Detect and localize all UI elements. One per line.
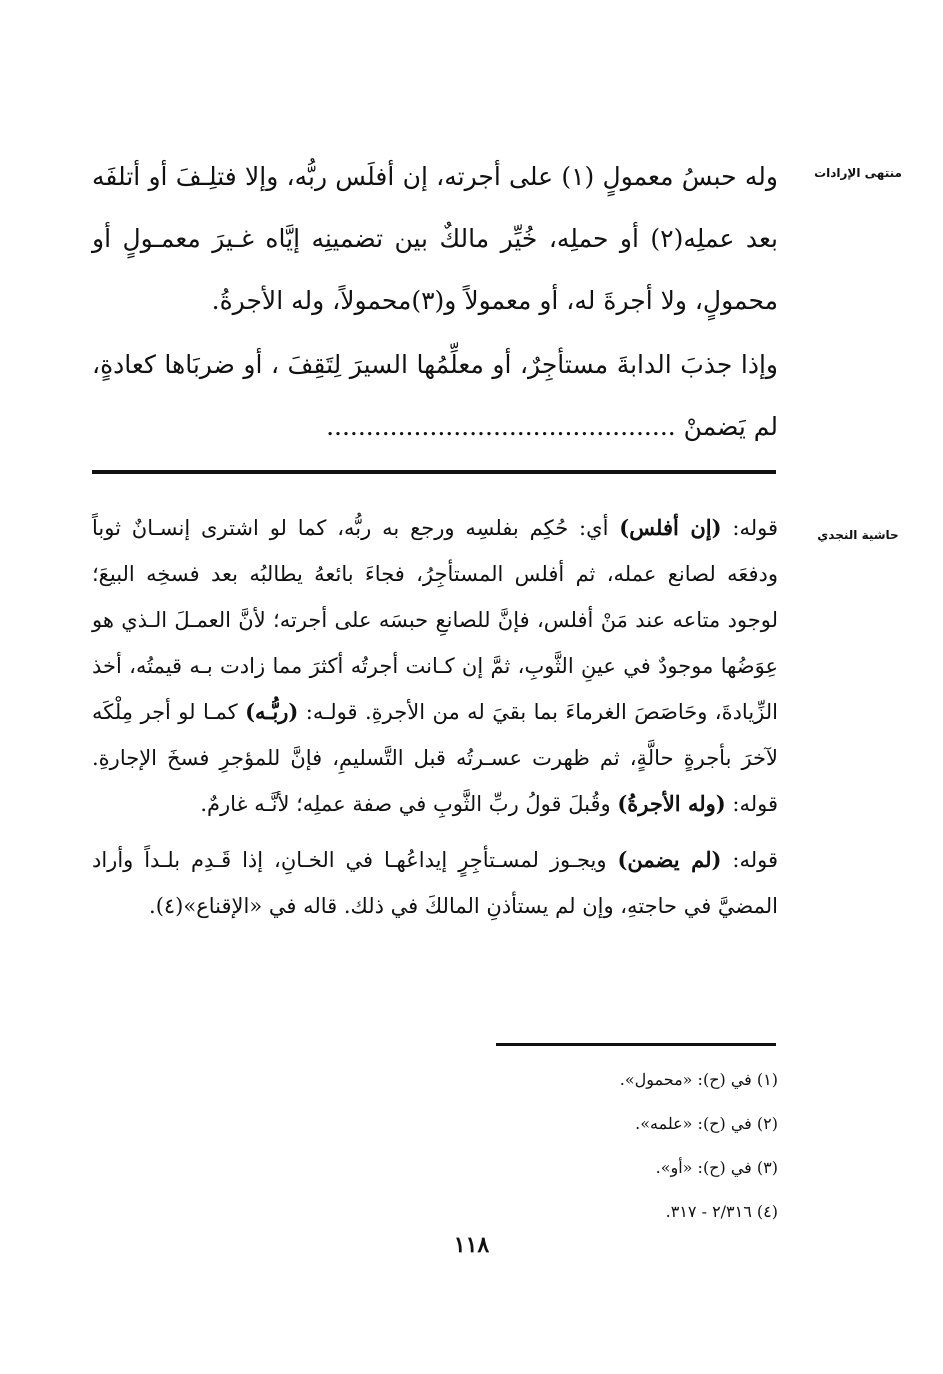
- main-text-label: منتهى الإرادات: [814, 166, 902, 180]
- page-number: ١١٨: [453, 1232, 490, 1258]
- quoted-phrase: (ربُّـه): [245, 699, 299, 724]
- footnote-divider: [496, 1043, 776, 1046]
- main-text: [92, 146, 778, 458]
- commentary-label: حاشية النجدي: [817, 528, 899, 542]
- main-text-paragraph-2: وإذا جذبَ الدابةَ مستأجِرٌ، أو معلِّمُها السيرَ لِتَقِفَ ، أو ضربَاها كعادةٍ، لم يَضمنْ ............................................: [92, 350, 778, 441]
- commentary-paragraph-1: قوله: (إن أفلس) أي: حُكِم بفلسِه ورجع به ربُّه، كما لو اشترى إنسـانٌ ثوباً ودفعَه لصانع عمله، ثم أفلس المستأجِرُ، فجاءَ بائعهُ يطالبُه بعد فسخِه البيعَ؛ لوجود متاعه عند مَنْ أفلس، فإنَّ للصانعِ حبسَه على أجرته؛ لأنَّ العمـلَ الـذي هو عِوَضُها موجودٌ في عينِ الثَّوبِ، ثمَّ إن كـانت أجرتُه أكثرَ مما زادت بـه قيمتُه، أخذ الزِّيادةَ، وحَاصَصَ الغرماءَ بما بقيَ له من الأجرةِ. قولـه: (ربُّـه) كمـا لو أجر مِلْكَه لآخرَ بأجرةٍ حالَّةٍ، ثم ظهرت عسـرتُه قبل التَّسليمِ، فإنَّ للمؤجرِ فسخَ الإجارةِ. قوله: (وله الأجرةُ) وقُبلَ قولُ ربِّ الثَّوبِ في صفة عملِه؛ لأنَّـه غارمٌ.: [92, 515, 778, 816]
- footnote-3: (٣) في (ح): «أو».: [655, 1158, 778, 1177]
- main-text-paragraph-1: وله حبسُ معمولٍ (١) على أجرته، إن أفلَس ربُّه، وإلا فتلِـفَ أو أتلفَه بعد عملِه(٢) أو حملِه، خُيِّر مالكٌ بين تضمينِه إيَّاه غـيرَ معمـولٍ أو محمولٍ، ولا أجرةَ له، أو معمولاً و(٣)محمولاً، وله الأجرةُ.: [92, 162, 778, 315]
- footnote-1: (١) في (ح): «محمول».: [619, 1070, 778, 1089]
- quoted-phrase: (لم يضمن): [617, 847, 722, 872]
- footnotes: [378, 1058, 778, 1234]
- footnote-4: (٤) ٢/٣١٦ - ٣١٧.: [665, 1202, 778, 1221]
- section-divider: [92, 470, 776, 474]
- footnote-2: (٢) في (ح): «علمه».: [635, 1114, 778, 1133]
- quoted-phrase: (وله الأجرةُ): [617, 791, 726, 816]
- commentary-text: [92, 505, 778, 929]
- quoted-phrase: (إن أفلس): [619, 515, 722, 540]
- commentary-paragraph-2: قوله: (لم يضمن) ويجـوز لمسـتأجِرٍ إيداعُهـا في الخـانِ، إذا قَـدِم بلـداً وأراد المضيَّ في حاجتهِ، وإن لم يستأذنِ المالكَ في ذلك. قاله في «الإقناع»(٤).: [92, 847, 778, 918]
